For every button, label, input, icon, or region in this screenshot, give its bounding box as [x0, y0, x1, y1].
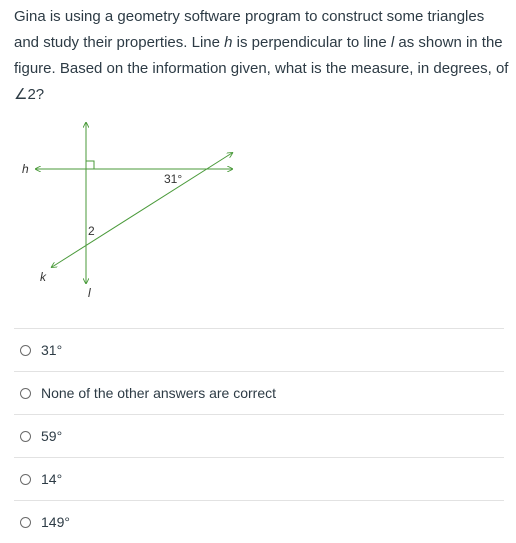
question-part-2: is perpendicular to line	[232, 34, 391, 51]
label-31-degrees: 31°	[164, 172, 183, 186]
geometry-figure	[14, 115, 254, 305]
line-k	[52, 153, 232, 267]
answer-option-14[interactable]	[14, 457, 504, 500]
radio-icon[interactable]	[20, 517, 31, 528]
radio-icon[interactable]	[20, 345, 31, 356]
radio-icon[interactable]	[20, 474, 31, 485]
label-l: l	[88, 286, 91, 300]
question-part-3: as shown in the figure. Based on the information given, what is the measure, in degrees, of	[14, 34, 509, 77]
answer-label: 59°	[41, 428, 63, 444]
radio-icon[interactable]	[20, 388, 31, 399]
answer-label: 149°	[41, 514, 70, 530]
question-var-l: l	[390, 34, 395, 51]
answer-option-31[interactable]	[14, 328, 504, 371]
answer-list	[14, 328, 504, 543]
answer-option-59[interactable]	[14, 414, 504, 457]
right-angle-marker	[86, 161, 94, 169]
question-text	[14, 4, 510, 108]
label-k: k	[40, 270, 46, 284]
question-part-1: Gina is using a geometry software program to construct some triangles and study their properties. Line	[14, 8, 485, 51]
radio-icon[interactable]	[20, 431, 31, 442]
answer-label: None of the other answers are correct	[41, 385, 277, 401]
label-h: h	[22, 162, 29, 176]
figure-lines	[14, 115, 254, 305]
label-angle-2: 2	[88, 224, 95, 238]
question-angle-ref: ∠2?	[14, 86, 45, 103]
answer-label: 31°	[41, 342, 63, 358]
answer-option-none[interactable]	[14, 371, 504, 414]
answer-label: 14°	[41, 471, 63, 487]
question-var-h: h	[224, 34, 233, 51]
answer-option-149[interactable]	[14, 500, 504, 543]
